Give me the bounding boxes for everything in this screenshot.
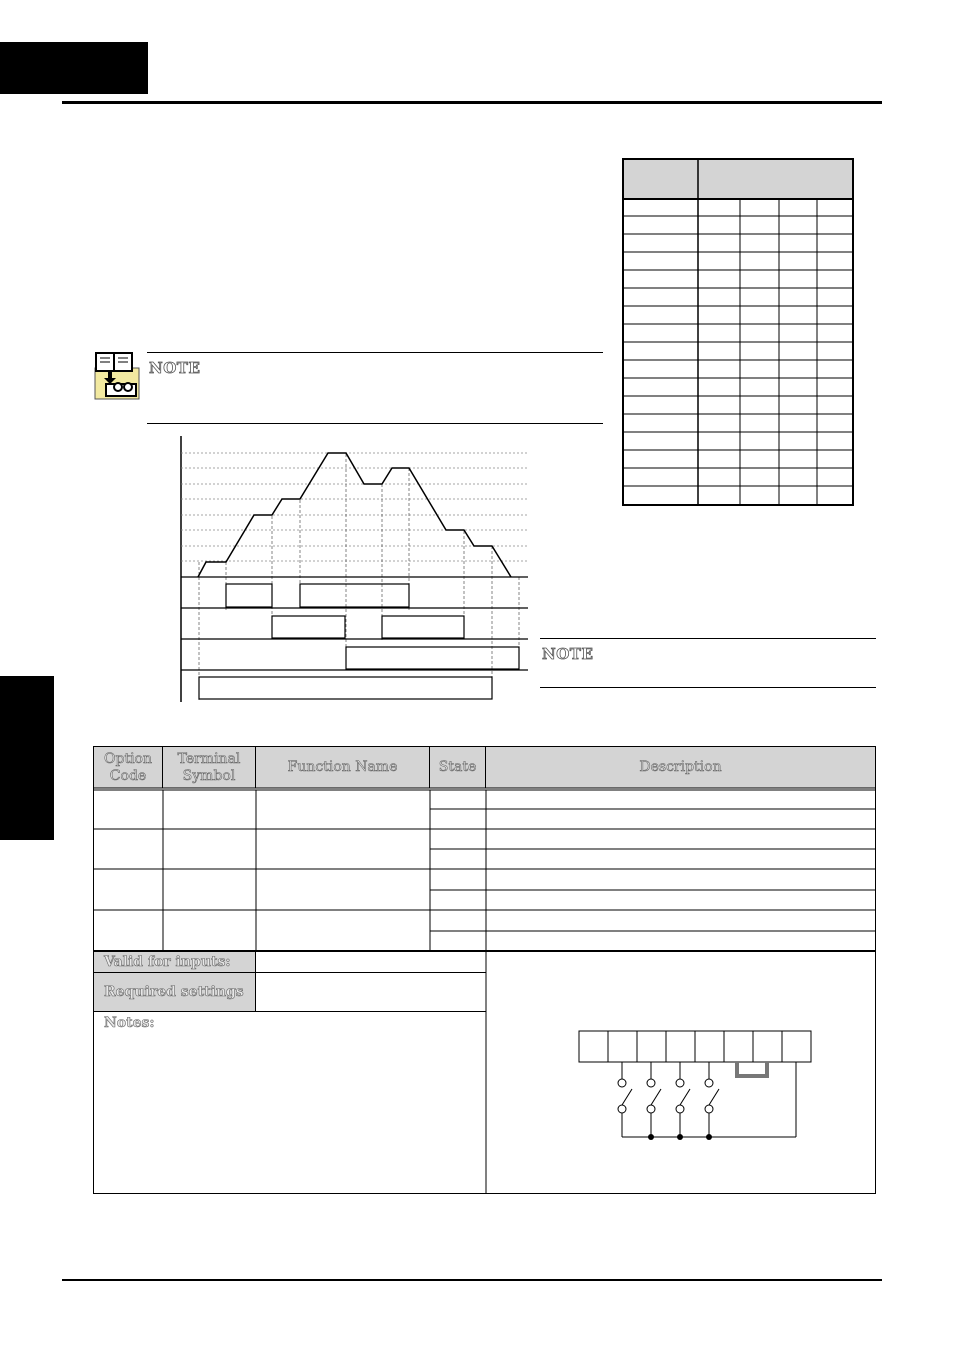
book-icon: [94, 352, 140, 400]
multispeed-grid-table: [622, 158, 854, 506]
note-box: [147, 352, 603, 424]
valid-for-inputs-label: Valid for inputs:: [94, 952, 256, 973]
header-state: State: [430, 747, 486, 788]
chapter-tab: [0, 42, 148, 94]
required-settings-label: Required settings: [94, 973, 256, 1012]
function-table: [93, 746, 876, 1194]
required-settings-value: [256, 973, 486, 1012]
header-terminal-symbol: Terminal Symbol: [163, 747, 256, 788]
header-function-name: Function Name: [256, 747, 430, 788]
note-box-2: [540, 638, 876, 688]
notes-label: Notes:: [104, 1015, 155, 1031]
note-label: NOTE: [542, 645, 594, 663]
note-label: NOTE: [149, 359, 201, 377]
input-wiring-diagram: [574, 1027, 814, 1147]
section-side-tab: [0, 676, 54, 840]
footer-rule: [62, 1279, 882, 1281]
header-option-code: Option Code: [94, 747, 163, 788]
valid-for-inputs-value: [256, 952, 486, 973]
header-description: Description: [486, 747, 875, 788]
header-rule: [62, 101, 882, 104]
timing-diagram: [176, 434, 532, 706]
